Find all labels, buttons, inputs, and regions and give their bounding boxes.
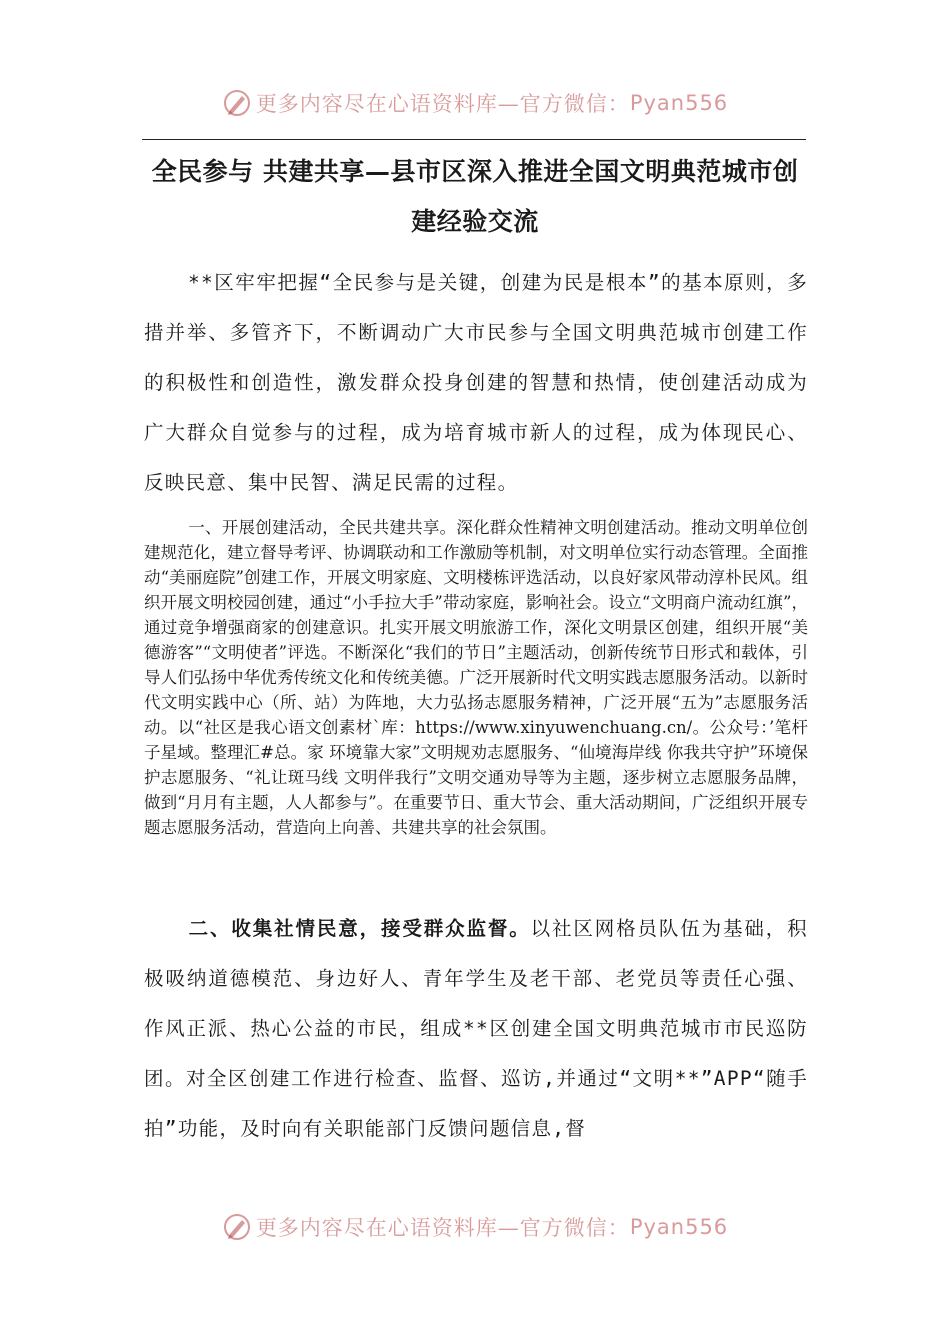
title-line-2: 建经验交流 — [411, 207, 539, 236]
watermark-text: 更多内容尽在心语资料库—官方微信： — [255, 1216, 630, 1240]
watermark-contact: Pyan556 — [629, 1215, 729, 1239]
document-title — [130, 147, 820, 247]
header-watermark — [0, 88, 950, 118]
intro-paragraph — [144, 258, 808, 508]
section-2-heading: 二、收集社情民意，接受群众监督。 — [188, 917, 531, 940]
section-2-text: 以社区网格员队伍为基础，积极吸纳道德模范、身边好人、青年学生及老干部、老党员等责任心强、作风正派、热心公益的市民，组成**区创建全国文明典范城市市民巡防团。对全区创建工作进行检查、监督、巡访,并通过“文明**”APP“随手拍”功能，及时向有关职能部门反馈问题信息,督 — [144, 917, 808, 1140]
footer-watermark — [0, 1212, 950, 1242]
pen-logo-icon — [222, 88, 252, 118]
watermark-text: 更多内容尽在心语资料库—官方微信： — [255, 92, 630, 116]
section-1-text: 一、开展创建活动，全民共建共享。深化群众性精神文明创建活动。推动文明单位创建规范化，建立督导考评、协调联动和工作激励等机制，对文明单位实行动态管理。全面推动“美丽庭院”创建工作，开展文明家庭、文明楼栋评选活动，以良好家风带动淳朴民风。组织开展文明校园创建，通过“小手拉大手”带动家庭，影响社会。设立“文明商户流动红旗”，通过竞争增强商家的创建意识。扎实开展文明旅游工作，深化文明景区创建，组织开展“美德游客”“文明使者”评选。不断深化“我们的节日”主题活动，创新传统节日形式和载体，引导人们弘扬中华优秀传统文化和传统美德。广泛开展新时代文明实践志愿服务活动。以新时代文明实践中心（所、站）为阵地，大力弘扬志愿服务精神，广泛开展“五为”志愿服务活动。以“社区是我心语文创素材`库：https://www.xinyuwenchuang.cn/。公众号：’笔杆子星域。整理汇#总。家 环境靠大家”文明规劝志愿服务、“仙境海岸线 你我共守护”环境保护志愿服务、“礼让斑马线 文明伴我行”文明交通劝导等为主题，逐步树立志愿服务品牌，做到“月月有主题，人人都参与”。在重要节日、重大节会、重大活动期间，广泛组织开展专题志愿服务活动，营造向上向善、共建共享的社会氛围。 — [144, 518, 808, 837]
title-line-1: 全民参与 共建共享—县市区深入推进全国文明典范城市创 — [151, 157, 799, 186]
section-1-paragraph — [144, 515, 808, 840]
intro-text: **区牢牢把握“全民参与是关键，创建为民是根本”的基本原则，多措并举、多管齐下，不断调动广大市民参与全国文明典范城市创建工作的积极性和创造性，激发群众投身创建的智慧和热情，使创建活动成为广大群众自觉参与的过程，成为培育城市新人的过程，成为体现民心、反映民意、集中民智、满足民需的过程。 — [144, 271, 808, 494]
header-rule — [142, 139, 806, 140]
watermark-contact: Pyan556 — [629, 91, 729, 115]
pen-logo-icon — [222, 1212, 252, 1242]
section-2-paragraph — [144, 904, 808, 1154]
